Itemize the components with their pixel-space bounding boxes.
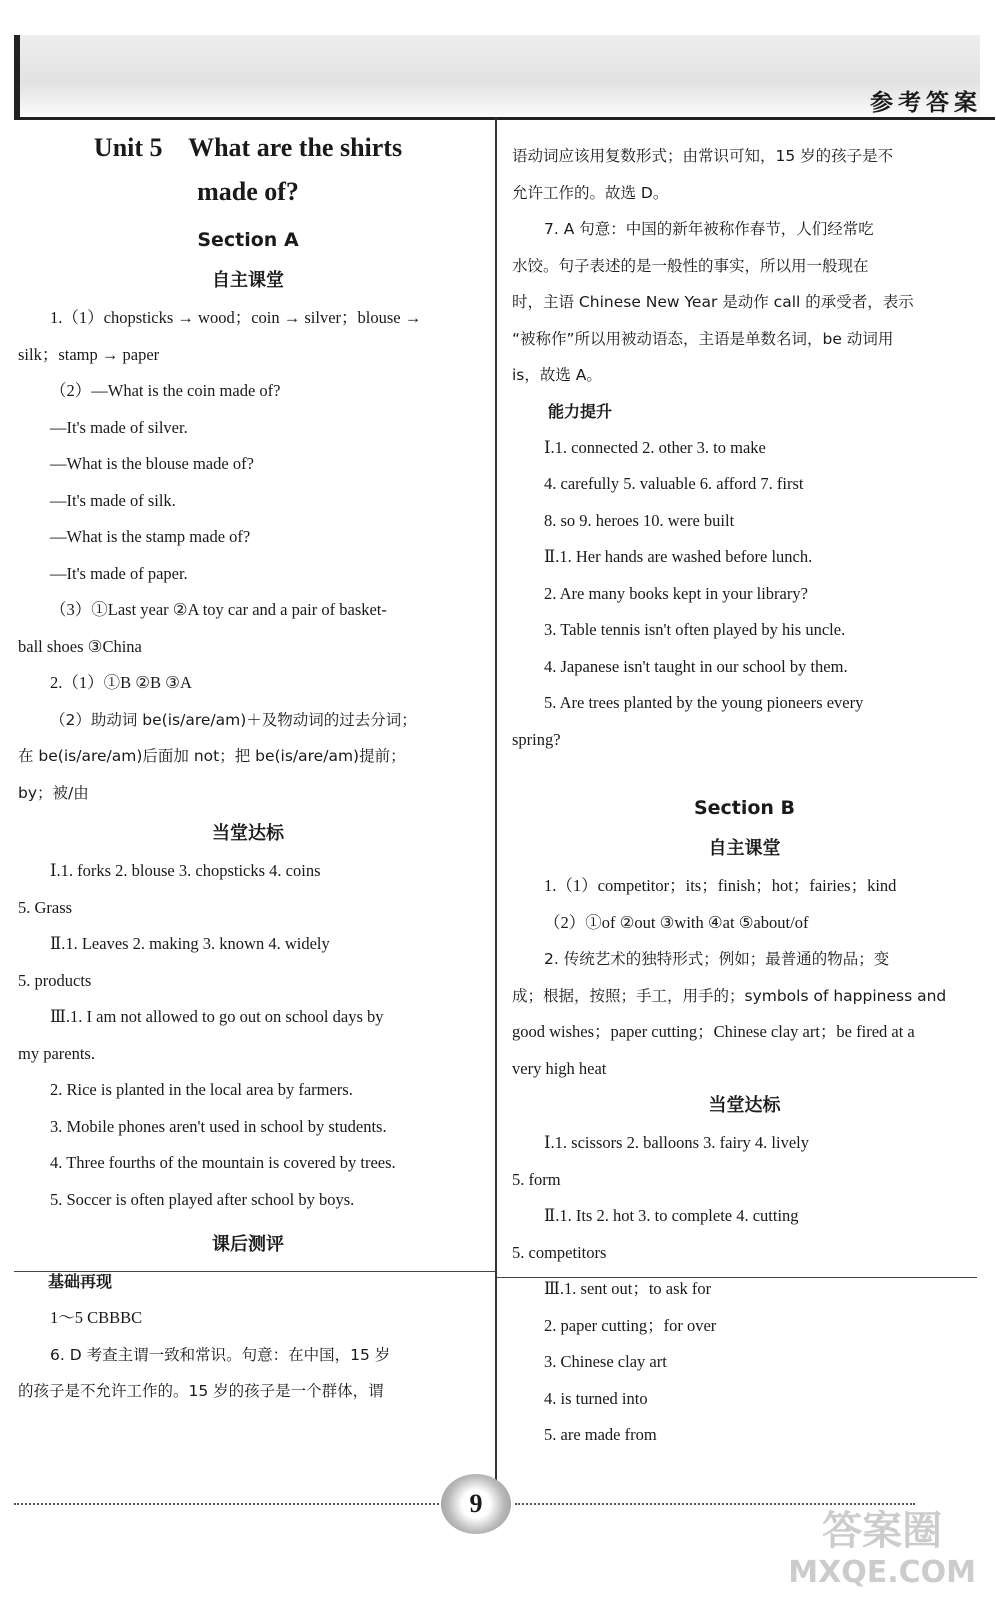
column-divider (495, 118, 497, 1490)
answer-line: —It's made of silk. (50, 490, 176, 510)
answer-line: good wishes；paper cutting；Chinese clay art；be fired at a (512, 1022, 915, 1041)
answer-line: 5. products (18, 970, 92, 990)
unit-title (18, 126, 478, 214)
answer-line: （2）—What is the coin made of? (50, 381, 281, 400)
answer-line: 8. so 9. heroes 10. were built (544, 510, 735, 530)
answer-line: 5. Are trees planted by the young pioneers every (544, 693, 864, 712)
answer-line: —It's made of paper. (50, 563, 188, 583)
watermark-logo (788, 1510, 976, 1594)
answer-line: —What is the blouse made of? (50, 454, 254, 473)
nengli-heading: 能力提升 (548, 401, 613, 421)
answer-line: 的孩子是不允许工作的。15 岁的孩子是一个群体，谓 (18, 1382, 384, 1400)
answer-line: 水饺。句子表述的是一般性的事实，所以用一般现在 (512, 256, 869, 275)
answer-line: spring? (512, 729, 561, 749)
answer-line: 4. Japanese isn't taught in our school by them. (544, 656, 848, 676)
page-number: 9 (441, 1474, 511, 1534)
header-rule (20, 117, 995, 120)
answer-line: “被称作”所以用被动语态，主语是单数名词，be 动词用 (512, 329, 894, 348)
answer-line: 2. Are many books kept in your library? (544, 583, 808, 603)
footer-rule-left (14, 1503, 439, 1505)
zizhu-heading: 自主课堂 (212, 270, 284, 291)
answer-line: 3. Mobile phones aren't used in school by students. (50, 1116, 387, 1136)
answer-line: 1.（1）competitor；its；finish；hot；fairies；kind (544, 876, 897, 895)
answer-line: 在 be(is/are/am)后面加 not；把 be(is/are/am)提前； (18, 747, 406, 765)
answer-line: silk；stamp → paper (18, 344, 160, 364)
answer-line: ball shoes ③China (18, 636, 142, 656)
jichu-heading: 基础再现 (48, 1272, 113, 1291)
answer-line: 3. Table tennis isn't often played by his uncle. (544, 620, 846, 639)
answer-line: 2. Rice is planted in the local area by farmers. (50, 1080, 353, 1099)
right-section-rule (497, 1277, 977, 1278)
watermark-url: MXQE.COM (788, 1555, 976, 1590)
answer-line: is，故选 A。 (512, 366, 602, 384)
answer-line: （2）助动词 be(is/are/am)＋及物动词的过去分词； (50, 710, 417, 729)
answer-line: 成；根据，按照；手工，用手的；symbols of happiness and (512, 986, 947, 1005)
answer-line: （3）①Last year ②A toy car and a pair of basket- (50, 600, 387, 619)
right-column (512, 138, 977, 1454)
answer-line: 2. paper cutting；for over (544, 1315, 717, 1335)
zizhu-heading: 自主课堂 (708, 838, 781, 859)
answer-line: 允许工作的。故选 D。 (512, 183, 669, 202)
header-left-rule (14, 35, 20, 120)
kehou-heading: 课后测评 (212, 1234, 284, 1255)
left-column (18, 126, 478, 1410)
answer-line: 2. 传统艺术的独特形式；例如；最普通的物品；变 (544, 950, 890, 968)
answer-line: Ⅱ.1. Her hands are washed before lunch. (544, 547, 813, 566)
answer-line: my parents. (18, 1043, 95, 1063)
answer-line: Ⅰ.1. forks 2. blouse 3. chopsticks 4. coins (50, 861, 321, 880)
header-band (20, 35, 980, 115)
section-a-heading: Section A (197, 229, 299, 251)
dangtang-heading: 当堂达标 (708, 1095, 781, 1116)
answer-line: 4. Three fourths of the mountain is covered by trees. (50, 1153, 396, 1172)
answer-line: 5. Grass (18, 897, 73, 917)
watermark-text: 答案圈 (822, 1508, 943, 1554)
answer-line: by；被/由 (18, 783, 89, 802)
answer-line: 5. competitors (512, 1242, 607, 1262)
answer-line: Ⅰ.1. connected 2. other 3. to make (544, 437, 766, 457)
left-section-rule (14, 1271, 495, 1272)
answer-line: 5. form (512, 1169, 561, 1189)
answer-line: Ⅲ.1. sent out；to ask for (544, 1279, 712, 1298)
unit-title-line-2: made of? (197, 177, 299, 206)
answer-line: 时，主语 Chinese New Year 是动作 call 的承受者，表示 (512, 293, 914, 311)
dangtang-heading: 当堂达标 (212, 823, 284, 844)
answer-line: 5. Soccer is often played after school by boys. (50, 1189, 355, 1209)
answer-line: Ⅱ.1. Its 2. hot 3. to complete 4. cutting (544, 1206, 799, 1225)
answer-line: 语动词应该用复数形式；由常识可知，15 岁的孩子是不 (512, 147, 894, 165)
answer-line: very high heat (512, 1058, 607, 1078)
answer-line: 1～5 CBBBC (50, 1308, 143, 1327)
answer-line: —What is the stamp made of? (50, 527, 251, 546)
answer-line: 7. A 句意：中国的新年被称作春节，人们经常吃 (544, 220, 874, 238)
section-b-heading: Section B (693, 797, 796, 819)
answer-line: 5. are made from (544, 1425, 657, 1444)
answer-line: 4. carefully 5. valuable 6. afford 7. first (544, 474, 804, 493)
answer-line: 1.（1）chopsticks → wood；coin → silver；blouse → (50, 308, 422, 327)
answer-line: 3. Chinese clay art (544, 1352, 667, 1371)
answer-line: 6. D 考查主谓一致和常识。句意：在中国，15 岁 (50, 1345, 391, 1364)
footer-rule-right (515, 1503, 915, 1505)
answer-line: 2.（1）①B ②B ③A (50, 673, 192, 692)
answer-line: 4. is turned into (544, 1388, 648, 1408)
answer-line: Ⅲ.1. I am not allowed to go out on school days by (50, 1007, 384, 1026)
answer-line: Ⅱ.1. Leaves 2. making 3. known 4. widely (50, 934, 330, 953)
header-title: 参考答案 (870, 90, 982, 116)
unit-title-line-1: Unit 5 What are the shirts (93, 133, 403, 162)
answer-line: Ⅰ.1. scissors 2. balloons 3. fairy 4. lively (544, 1133, 809, 1152)
answer-line: —It's made of silver. (50, 417, 188, 437)
answer-line: （2）①of ②out ③with ④at ⑤about/of (544, 912, 809, 932)
